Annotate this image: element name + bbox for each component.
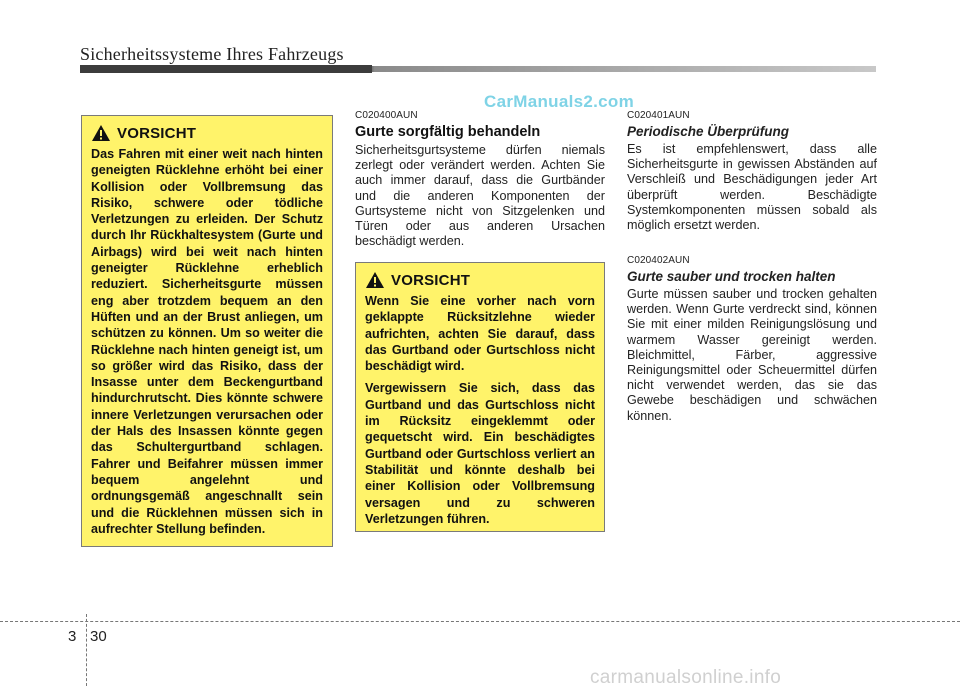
caution-header (365, 271, 595, 289)
caution-title: VORSICHT (391, 271, 471, 289)
warning-triangle-icon (365, 271, 385, 289)
section-sauber-halten (627, 255, 877, 424)
section-text: Sicherheitsgurtsysteme dürfen niemals zerlegt oder verändert werden. Achten Sie auch immer darauf, dass die Gurtbänder und die anderen Komponenten der Gurtsysteme nicht von Sitzgelenken und Türen oder aus anderen Ursachen beschädigt werden. (355, 143, 605, 249)
section-title: Periodische Überprüfung (627, 124, 790, 139)
caution-header (91, 124, 323, 142)
page-header-title: Sicherheitssysteme Ihres Fahrzeugs (80, 44, 344, 64)
watermark-bottom: carmanualsonline.info (590, 667, 782, 688)
section-gurte-behandeln (355, 110, 605, 249)
warning-triangle-icon (91, 124, 111, 142)
page-number: 30 (90, 628, 107, 645)
section-title: Gurte sauber und trocken halten (627, 269, 836, 284)
section-text: Es ist empfehlenswert, dass alle Sicherheitsgurte in gewissen Abständen auf Verschleiß und Beschädigungen jeder Art überprüft werden. Beschädigte Systemkomponenten müssen sobald als möglich ersetzt werden. (627, 142, 877, 233)
caution-text-2: Vergewissern Sie sich, dass das Gurtband und das Gurtschloss nicht im Rücksitz eingeklemmt oder gequetscht wird. Ein beschädigtes Gurtband oder Gurtschloss verliert an Stabilität und könnte deshalb bei einer Kollision oder Vollbremsung versagen und zu schweren Verletzungen führen. (365, 381, 595, 526)
caution-text-1: Wenn Sie eine vorher nach vorn geklappte Rücksitzlehne wieder aufrichten, achten Sie darauf, dass das Gurtband oder Gurtschloss nicht beschädigt wird. (365, 294, 595, 374)
section-code: C020400AUN (355, 110, 418, 121)
watermark-top: CarManuals2.com (484, 92, 634, 111)
section-periodische-ueberpruefung (627, 110, 877, 233)
section-code: C020402AUN (627, 255, 690, 266)
chapter-number: 3 (68, 628, 77, 645)
caution-box-rear-seat (355, 262, 605, 532)
section-title: Gurte sorgfältig behandeln (355, 124, 541, 140)
section-text: Gurte müssen sauber und trocken gehalten werden. Wenn Gurte verdreckt sind, können Sie mit einer milden Reinigungslösung und warmem Wasser gereinigt werden. Bleichmittel, Färber, aggressive Reinigungsmittel oder Scheuermittel dürfen nicht verwendet werden, das sie das Gewebe beschädigen und schwächen können. (627, 287, 877, 423)
footer-divider (86, 614, 87, 686)
header-rule (80, 66, 876, 72)
footer-rule (0, 621, 960, 622)
caution-text: Das Fahren mit einer weit nach hinten geneigten Rücklehne erhöht bei einer Kollision oder Vollbremsung das Risiko, schwere oder tödliche Verletzungen zu erleiden. Der Schutz durch Ihr Rückhaltesystem (Gurte und Airbags) wird bei weit nach hinten geneigter Rücklehne erheblich reduziert. Sicherheitsgurte müssen eng aber trotzdem bequem an den Hüften und an der Brust anliegen, um schützen zu können. Um so weiter die Rücklehne nach hinten geneigt ist, um so größer wird das Risiko, dass der Insasse unter dem Beckengurtband hindurchrutscht. Dies könnte schwere innere Verletzungen verursachen oder der Hals des Insassen könnte gegen das Schultergurtband schlagen. Fahrer und Beifahrer müssen immer bequem angelehnt und ordnungsgemäß angeschnallt sein und die Rücklehnen müssen sich in aufrechter Stellung befinden. (91, 147, 323, 536)
caution-title: VORSICHT (117, 124, 197, 142)
section-code: C020401AUN (627, 110, 690, 121)
caution-box-seatback (81, 115, 333, 547)
